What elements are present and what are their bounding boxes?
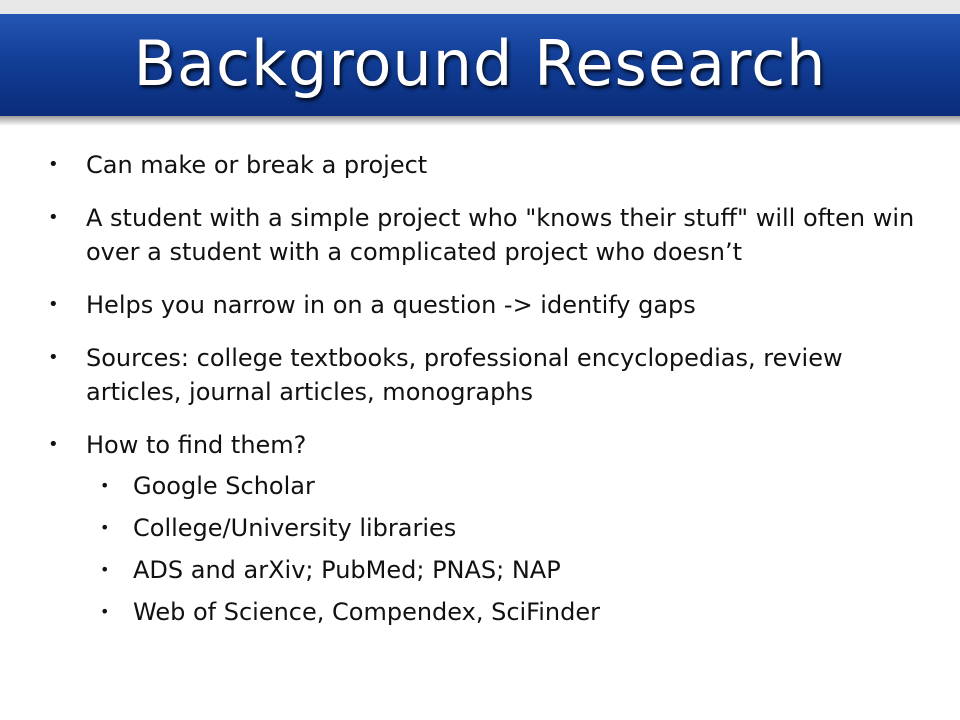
bullet-item [48,288,928,322]
sub-bullet-item [86,511,928,545]
top-strip [0,0,960,14]
sub-bullet-text: Google Scholar [133,472,315,500]
bullet-item [48,148,928,182]
sub-bullet-glyph: • [100,518,110,537]
bullet-glyph: • [48,154,59,175]
bullet-glyph: • [48,347,59,368]
slide-title: Background Research [133,27,827,100]
bullet-glyph: • [48,294,59,315]
sub-bullet-text: Web of Science, Compendex, SciFinder [133,598,600,626]
sub-bullet-glyph: • [100,476,110,495]
sub-bullet-item [86,595,928,629]
sub-bullet-list [86,469,928,629]
bullet-text: A student with a simple project who "knows their stuff" will often win over a student with a complicated project who doesn’t [86,204,915,266]
sub-bullet-text: College/University libraries [133,514,457,542]
bullet-list [48,148,928,648]
title-bar-shadow [0,116,960,126]
bullet-item [48,428,928,629]
sub-bullet-glyph: • [100,560,110,579]
bullet-glyph: • [48,207,59,228]
sub-bullet-text: ADS and arXiv; PubMed; PNAS; NAP [133,556,561,584]
bullet-text: Sources: college textbooks, professional encyclopedias, review articles, journal articles, monographs [86,344,843,406]
bullet-glyph: • [48,434,59,455]
bullet-text: Can make or break a project [86,151,428,179]
sub-bullet-item [86,553,928,587]
bullet-text: How to find them? [86,431,307,459]
bullet-text: Helps you narrow in on a question -> identify gaps [86,291,696,319]
bullet-item [48,201,928,269]
sub-bullet-glyph: • [100,602,110,621]
bullet-item [48,341,928,409]
sub-bullet-item [86,469,928,503]
